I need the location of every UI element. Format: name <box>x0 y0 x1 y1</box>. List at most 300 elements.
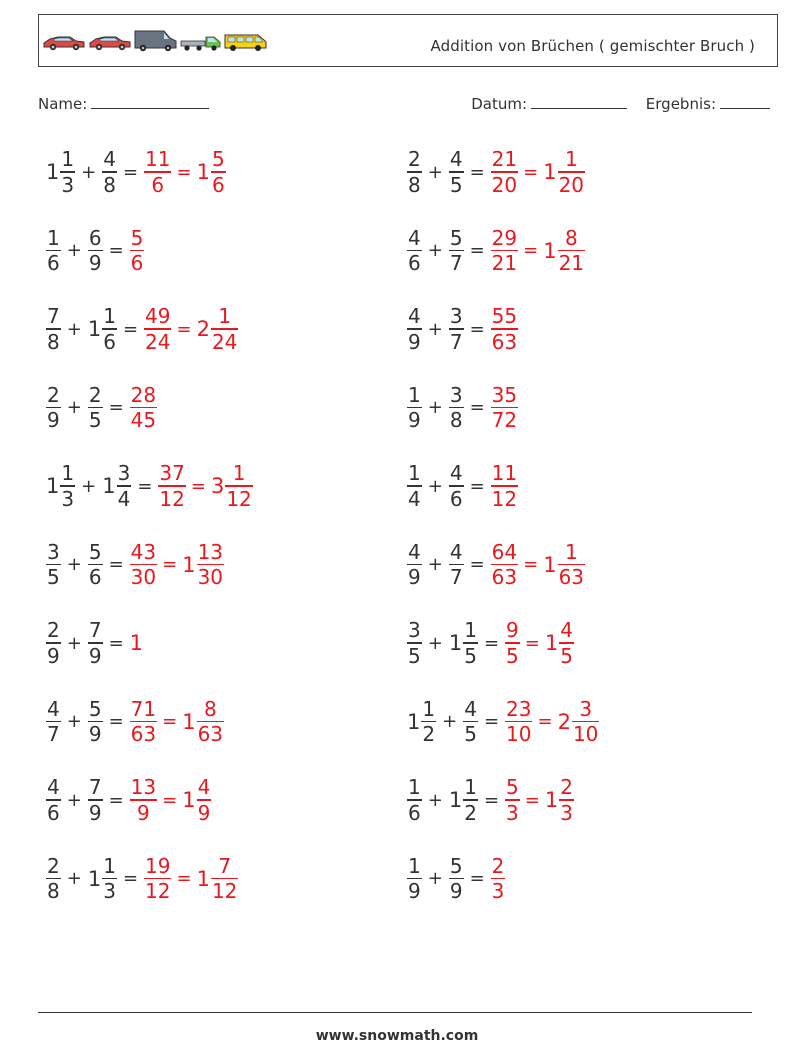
date-result-fields <box>471 94 770 113</box>
fraction <box>60 461 75 511</box>
addend-2 <box>88 854 117 904</box>
numerator: 13 <box>130 775 157 800</box>
denominator: 5 <box>464 722 477 747</box>
plus-sign: + <box>427 397 443 418</box>
improper-fraction-answer <box>491 147 518 197</box>
denominator: 6 <box>103 329 116 354</box>
result-blank[interactable] <box>720 94 770 109</box>
problem-item <box>46 221 144 281</box>
equals-sign: = <box>483 789 500 811</box>
fraction <box>558 226 585 276</box>
addend-1 <box>407 147 422 197</box>
plus-sign: + <box>427 475 443 497</box>
problem-item <box>46 849 238 909</box>
numerator: 2 <box>47 618 60 643</box>
addend-2 <box>88 775 103 825</box>
numerator: 35 <box>491 382 518 407</box>
addend-2 <box>449 383 464 433</box>
numerator: 1 <box>408 382 421 407</box>
numerator: 1 <box>408 775 421 800</box>
denominator: 5 <box>47 565 60 590</box>
numerator: 2 <box>560 775 573 800</box>
denominator: 12 <box>226 486 252 511</box>
mixed-number-answer <box>182 697 224 747</box>
footer-divider <box>38 1012 752 1013</box>
addend-1 <box>407 618 422 668</box>
improper-fraction-answer <box>491 854 506 904</box>
denominator: 5 <box>560 643 573 668</box>
answer <box>144 854 238 904</box>
denominator: 6 <box>47 800 60 825</box>
equals-sign: = <box>523 554 539 575</box>
numerator: 4 <box>449 147 463 172</box>
worksheet-title: Addition von Brüchen ( gemischter Bruch ) <box>430 37 755 55</box>
equals-sign: = <box>190 475 206 497</box>
whole-number: 1 <box>46 160 60 184</box>
fraction <box>46 854 61 904</box>
denominator: 4 <box>117 486 131 511</box>
numerator: 5 <box>449 225 463 250</box>
addend-1 <box>407 775 422 825</box>
numerator: 28 <box>130 382 157 407</box>
addend-1 <box>46 226 61 276</box>
equals-sign: = <box>176 868 192 889</box>
fraction <box>211 854 238 904</box>
answer <box>130 697 224 747</box>
numerator: 23 <box>506 696 532 721</box>
denominator: 20 <box>558 172 585 197</box>
answer <box>130 226 145 276</box>
answer <box>130 540 224 590</box>
denominator: 72 <box>491 408 518 433</box>
footer-url: www.snowmath.com <box>315 1028 479 1044</box>
equals-sign: = <box>162 554 178 575</box>
equals-sign: = <box>162 789 178 811</box>
improper-fraction-answer <box>158 461 185 511</box>
fraction <box>463 618 478 668</box>
denominator: 63 <box>197 722 224 747</box>
denominator: 30 <box>197 565 224 590</box>
bus-icon <box>225 35 266 51</box>
plus-sign: + <box>66 632 82 654</box>
denominator: 9 <box>408 329 421 354</box>
whole-number: 2 <box>196 317 210 341</box>
whole-number: 3 <box>210 474 225 498</box>
plus-sign: + <box>66 789 82 811</box>
addend-1 <box>46 461 75 511</box>
problem-item <box>46 613 143 673</box>
addend-2 <box>102 147 117 197</box>
fraction <box>117 461 132 511</box>
improper-fraction-answer <box>130 540 157 590</box>
fraction <box>46 697 61 747</box>
equals-sign: = <box>108 632 124 654</box>
fraction <box>449 461 464 511</box>
denominator: 5 <box>88 408 102 433</box>
addend-1 <box>46 147 75 197</box>
denominator: 8 <box>103 172 116 197</box>
equals-sign: = <box>469 554 485 575</box>
plus-sign: + <box>427 789 443 811</box>
fraction <box>88 383 103 433</box>
numerator: 1 <box>422 696 436 721</box>
numerator: 3 <box>47 539 60 564</box>
denominator: 9 <box>137 800 150 825</box>
numerator: 11 <box>491 461 518 486</box>
numerator: 4 <box>449 539 463 564</box>
numerator: 71 <box>130 696 157 721</box>
improper-fraction-answer <box>491 383 518 433</box>
numerator: 4 <box>47 696 60 721</box>
fraction <box>197 775 212 825</box>
answer <box>144 147 226 197</box>
numerator: 5 <box>88 539 102 564</box>
addend-2 <box>88 697 103 747</box>
mixed-number-answer <box>197 147 226 197</box>
numerator: 1 <box>464 618 477 643</box>
denominator: 12 <box>159 486 185 511</box>
fraction <box>46 304 61 354</box>
numerator: 3 <box>117 461 131 486</box>
improper-fraction-answer <box>130 775 157 825</box>
numerator: 3 <box>579 696 593 721</box>
numerator: 1 <box>564 539 578 564</box>
equals-sign: = <box>108 789 124 811</box>
numerator: 1 <box>408 461 421 486</box>
denominator: 9 <box>88 800 102 825</box>
integer-answer: 1 <box>129 631 144 655</box>
whole-number: 1 <box>407 709 421 734</box>
problem-item <box>46 299 238 359</box>
numerator: 7 <box>88 618 102 643</box>
addend-1 <box>46 697 61 747</box>
answer <box>491 226 585 276</box>
equals-sign: = <box>108 711 124 732</box>
fraction <box>407 147 422 197</box>
fraction <box>449 854 464 904</box>
numerator: 4 <box>408 539 421 564</box>
whole-number: 1 <box>87 866 102 891</box>
addend-2 <box>88 304 117 354</box>
numerator: 1 <box>103 304 116 329</box>
numerator: 1 <box>61 461 75 486</box>
fraction <box>407 618 422 668</box>
fraction <box>102 304 117 354</box>
numerator: 2 <box>47 382 60 407</box>
equals-sign: = <box>469 161 485 183</box>
fraction <box>102 147 117 197</box>
answer <box>158 461 252 511</box>
numerator: 21 <box>491 147 518 172</box>
problem-item <box>46 142 226 202</box>
addend-2 <box>449 461 464 511</box>
mixed-number-answer <box>543 226 585 276</box>
equals-sign: = <box>108 240 124 261</box>
denominator: 7 <box>449 251 463 276</box>
problem-item <box>46 456 253 516</box>
numerator: 2 <box>408 147 421 172</box>
denominator: 9 <box>449 879 463 904</box>
improper-fraction-answer <box>130 697 157 747</box>
fraction <box>407 775 422 825</box>
fraction <box>102 854 117 904</box>
denominator: 9 <box>88 643 102 668</box>
denominator: 3 <box>506 800 519 825</box>
denominator: 4 <box>408 486 421 511</box>
fraction <box>46 618 61 668</box>
mixed-number-answer <box>543 147 585 197</box>
denominator: 7 <box>449 329 463 354</box>
fraction <box>197 540 224 590</box>
answer <box>491 540 585 590</box>
denominator: 63 <box>130 722 157 747</box>
denominator: 24 <box>211 329 238 354</box>
worksheet-header <box>38 14 778 67</box>
equals-sign: = <box>524 632 540 654</box>
fraction <box>46 775 61 825</box>
answer <box>491 147 585 197</box>
numerator: 43 <box>130 539 157 564</box>
denominator: 9 <box>88 722 102 747</box>
mixed-number-answer <box>182 775 211 825</box>
numerator: 4 <box>560 618 573 643</box>
equals-sign: = <box>162 711 178 732</box>
denominator: 8 <box>47 879 60 904</box>
addend-1 <box>46 775 61 825</box>
improper-fraction-answer <box>144 304 171 354</box>
fraction <box>407 540 422 590</box>
numerator: 4 <box>449 461 463 486</box>
mixed-number-answer <box>545 618 574 668</box>
numerator: 3 <box>449 304 463 329</box>
improper-fraction-answer <box>491 461 518 511</box>
equals-sign: = <box>469 318 485 340</box>
result-label: Ergebnis: <box>645 95 716 113</box>
fraction <box>88 697 103 747</box>
denominator: 6 <box>449 486 463 511</box>
fraction <box>449 226 464 276</box>
whole-number: 1 <box>544 631 559 655</box>
denominator: 9 <box>408 879 421 904</box>
whole-number: 1 <box>544 788 559 812</box>
addend-1 <box>407 304 422 354</box>
numerator: 19 <box>145 853 171 878</box>
problem-item <box>46 692 224 752</box>
denominator: 9 <box>88 251 102 276</box>
improper-fraction-answer <box>491 304 518 354</box>
denominator: 3 <box>103 879 116 904</box>
date-label: Datum: <box>471 95 528 113</box>
name-blank[interactable] <box>91 94 209 109</box>
denominator: 6 <box>408 251 421 276</box>
denominator: 21 <box>558 251 585 276</box>
vehicle-icons <box>42 29 268 53</box>
answer <box>505 775 574 825</box>
addend-1 <box>407 854 422 904</box>
numerator: 4 <box>408 304 421 329</box>
denominator: 9 <box>408 565 421 590</box>
addend-2 <box>88 226 103 276</box>
denominator: 12 <box>145 879 171 904</box>
answer <box>491 854 506 904</box>
denominator: 10 <box>572 722 599 747</box>
fraction <box>421 697 436 747</box>
addend-2 <box>463 697 478 747</box>
denominator: 7 <box>47 722 60 747</box>
equals-sign: = <box>524 789 540 811</box>
fraction <box>449 304 464 354</box>
numerator: 13 <box>197 539 224 564</box>
equals-sign: = <box>108 397 124 418</box>
denominator: 8 <box>47 329 60 354</box>
numerator: 37 <box>159 461 185 486</box>
problem-item <box>46 770 211 830</box>
numerator: 1 <box>47 225 60 250</box>
fraction <box>88 618 103 668</box>
mixed-number-answer <box>558 697 600 747</box>
whole-number: 1 <box>448 788 463 812</box>
fraction <box>449 383 464 433</box>
answer <box>491 304 518 354</box>
numerator: 7 <box>88 775 102 800</box>
improper-fraction-answer <box>130 226 145 276</box>
numerator: 5 <box>130 225 144 250</box>
answer <box>505 697 599 747</box>
addend-1 <box>46 383 61 433</box>
equals-sign: = <box>483 711 500 732</box>
numerator: 55 <box>491 304 518 329</box>
denominator: 6 <box>151 172 165 197</box>
denominator: 2 <box>464 800 477 825</box>
addend-2 <box>449 618 478 668</box>
fraction <box>197 697 224 747</box>
numerator: 3 <box>408 618 421 643</box>
denominator: 45 <box>130 408 157 433</box>
whole-number: 1 <box>182 788 196 812</box>
answer <box>130 775 212 825</box>
denominator: 3 <box>61 172 75 197</box>
fraction <box>225 461 252 511</box>
whole-number: 1 <box>46 474 60 498</box>
problem-item <box>407 221 585 281</box>
fraction <box>46 540 61 590</box>
plus-sign: + <box>66 711 82 732</box>
equals-sign: = <box>483 632 500 654</box>
van-icon <box>135 31 176 51</box>
fraction <box>558 540 585 590</box>
denominator: 20 <box>491 172 518 197</box>
equals-sign: = <box>523 161 539 183</box>
equals-sign: = <box>469 397 485 418</box>
numerator: 4 <box>464 696 477 721</box>
numerator: 1 <box>103 853 116 878</box>
numerator: 1 <box>218 304 232 329</box>
numerator: 6 <box>88 225 102 250</box>
fraction <box>407 304 422 354</box>
problem-item <box>407 142 585 202</box>
fraction <box>407 461 422 511</box>
numerator: 8 <box>203 696 217 721</box>
plus-sign: + <box>66 397 82 418</box>
plus-sign: + <box>66 240 82 261</box>
improper-fraction-answer <box>144 147 171 197</box>
addend-2 <box>449 775 478 825</box>
mixed-number-answer <box>197 304 239 354</box>
numerator: 1 <box>408 853 421 878</box>
denominator: 12 <box>491 486 518 511</box>
addend-2 <box>449 147 464 197</box>
denominator: 5 <box>506 643 519 668</box>
fraction <box>88 226 103 276</box>
problem-item <box>46 378 157 438</box>
name-label: Name: <box>38 95 88 113</box>
mixed-number-answer <box>211 461 253 511</box>
addend-1 <box>407 461 422 511</box>
addend-1 <box>46 540 61 590</box>
whole-number: 1 <box>196 160 210 184</box>
addend-2 <box>88 540 103 590</box>
addend-1 <box>46 304 61 354</box>
addend-1 <box>407 383 422 433</box>
addend-2 <box>449 540 464 590</box>
denominator: 6 <box>408 800 421 825</box>
numerator: 29 <box>491 225 518 250</box>
denominator: 10 <box>506 722 532 747</box>
date-blank[interactable] <box>531 94 627 109</box>
denominator: 5 <box>449 172 463 197</box>
plus-sign: + <box>427 554 443 575</box>
denominator: 2 <box>422 722 436 747</box>
numerator: 5 <box>211 147 225 172</box>
addend-1 <box>46 618 61 668</box>
whole-number: 1 <box>182 709 196 734</box>
denominator: 5 <box>408 643 421 668</box>
plus-sign: + <box>427 240 443 261</box>
denominator: 24 <box>145 329 171 354</box>
plus-sign: + <box>427 161 443 183</box>
red-car-icon <box>44 37 84 50</box>
numerator: 4 <box>408 225 421 250</box>
plus-sign: + <box>442 711 458 732</box>
fraction <box>60 147 75 197</box>
answer <box>130 631 143 655</box>
answer <box>491 461 518 511</box>
fraction <box>88 775 103 825</box>
fraction <box>407 854 422 904</box>
numerator: 3 <box>449 382 463 407</box>
equals-sign: = <box>176 318 192 340</box>
numerator: 4 <box>47 775 60 800</box>
denominator: 6 <box>130 251 144 276</box>
plus-sign: + <box>81 475 97 497</box>
whole-number: 1 <box>543 160 557 184</box>
fraction <box>559 775 574 825</box>
equals-sign: = <box>137 475 153 497</box>
numerator: 2 <box>88 382 102 407</box>
numerator: 9 <box>506 618 519 643</box>
problem-item <box>407 378 518 438</box>
fraction <box>449 147 464 197</box>
answer <box>144 304 238 354</box>
problem-item <box>407 613 574 673</box>
equals-sign: = <box>469 475 485 497</box>
fraction <box>46 383 61 433</box>
improper-fraction-answer <box>505 697 532 747</box>
denominator: 6 <box>47 251 60 276</box>
denominator: 6 <box>211 172 225 197</box>
numerator: 7 <box>218 853 232 878</box>
denominator: 21 <box>491 251 518 276</box>
